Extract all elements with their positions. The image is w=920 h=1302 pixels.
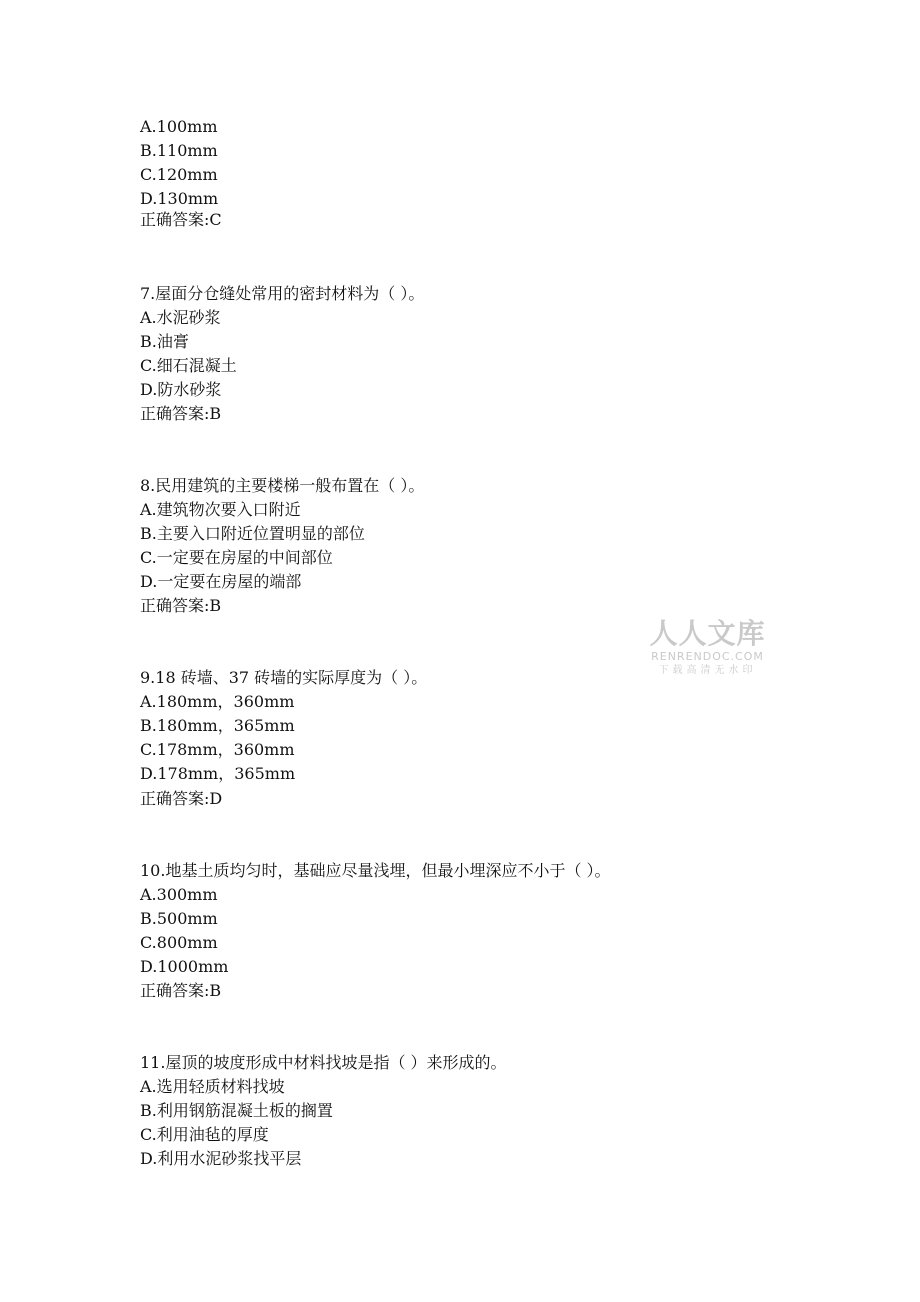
question-7: 7.屋面分仓缝处常用的密封材料为（ ）。: [140, 284, 425, 303]
option-a: A.建筑物次要入口附近: [140, 500, 301, 519]
option-c: C.800mm: [140, 933, 218, 952]
watermark-subtitle: 下载高清无水印: [658, 665, 757, 676]
option-a: A.180mm，360mm: [140, 692, 295, 711]
option-b: B.500mm: [140, 909, 218, 928]
option-d: D.一定要在房屋的端部: [140, 572, 302, 591]
option-d: D.利用水泥砂浆找平层: [140, 1149, 302, 1168]
option-b: B.180mm，365mm: [140, 716, 295, 735]
option-a: A.300mm: [140, 885, 218, 904]
option-a: A.选用轻质材料找坡: [140, 1077, 285, 1096]
question-10: 10.地基土质均匀时，基础应尽量浅埋，但最小埋深应不小于（ ）。: [140, 861, 611, 880]
option-d: D.防水砂浆: [140, 380, 222, 399]
option-c: C.120mm: [140, 165, 218, 184]
answer-line: 正确答案:C: [140, 210, 222, 229]
option-d: D.178mm，365mm: [140, 764, 296, 783]
option-b: B.110mm: [140, 141, 218, 160]
option-b: B.主要入口附近位置明显的部位: [140, 524, 365, 543]
question-8: 8.民用建筑的主要楼梯一般布置在（ ）。: [140, 476, 425, 495]
option-b: B.油膏: [140, 332, 189, 351]
option-d: D.130mm: [140, 189, 219, 208]
answer-line: 正确答案:D: [140, 789, 223, 808]
option-d: D.1000mm: [140, 957, 229, 976]
answer-line: 正确答案:B: [140, 981, 222, 1000]
question-9: 9.18 砖墙、37 砖墙的实际厚度为（ ）。: [140, 668, 428, 687]
watermark-title: 人人文库: [649, 617, 766, 650]
option-c: C.一定要在房屋的中间部位: [140, 548, 333, 567]
watermark: [640, 618, 775, 677]
answer-line: 正确答案:B: [140, 596, 222, 615]
watermark-url: RENRENDOC.COM: [651, 650, 764, 663]
option-a: A.100mm: [140, 117, 218, 136]
answer-line: 正确答案:B: [140, 404, 222, 423]
option-a: A.水泥砂浆: [140, 308, 221, 327]
option-c: C.利用油毡的厚度: [140, 1125, 269, 1144]
option-b: B.利用钢筋混凝土板的搁置: [140, 1101, 333, 1120]
option-c: C.178mm，360mm: [140, 740, 295, 759]
question-11: 11.屋顶的坡度形成中材料找坡是指（ ）来形成的。: [140, 1053, 507, 1072]
option-c: C.细石混凝土: [140, 356, 237, 375]
